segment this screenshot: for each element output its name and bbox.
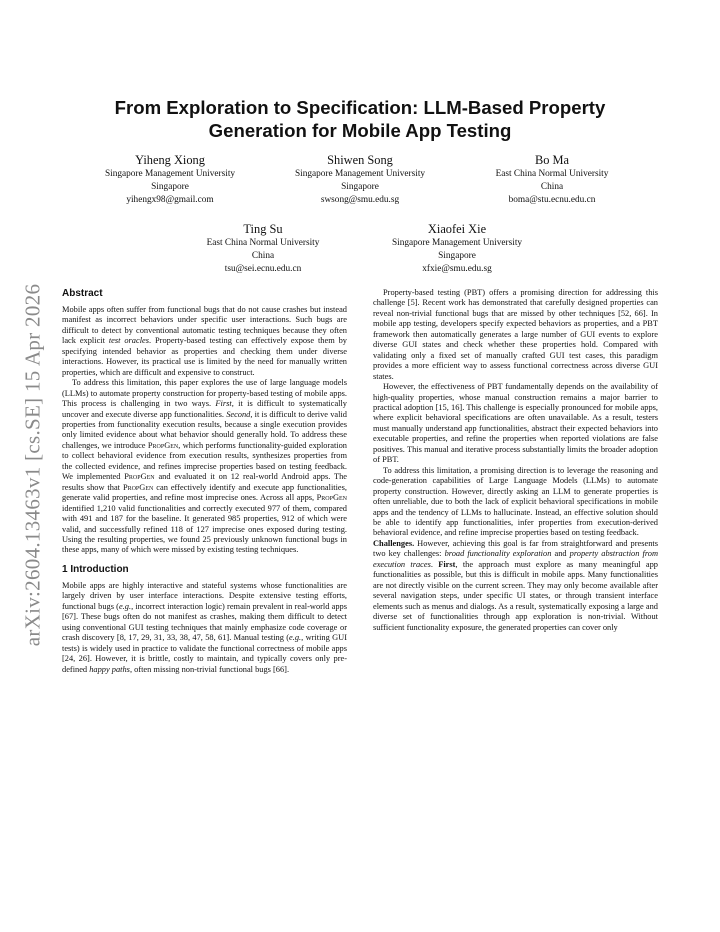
author-country: Singapore (438, 251, 476, 261)
author-email: xfxie@smu.edu.sg (422, 264, 492, 274)
author-country: Singapore (341, 182, 379, 192)
author-country: Singapore (151, 182, 189, 192)
author-country: China (251, 251, 275, 261)
abstract-heading: Abstract (62, 288, 103, 299)
author-affiliation: Singapore Management University (294, 169, 426, 179)
left-column (62, 288, 347, 675)
author-name: Bo Ma (534, 153, 570, 167)
author-name: Shiwen Song (327, 153, 393, 167)
title-line-2: Generation for Mobile App Testing (208, 120, 512, 141)
section-heading-introduction: 1 Introduction (62, 563, 129, 575)
author-block (452, 152, 652, 207)
author-name: Xiaofei Xie (427, 222, 487, 236)
author-block (70, 152, 270, 207)
author-email: swsong@smu.edu.sg (320, 195, 400, 205)
author-email: boma@stu.ecnu.edu.cn (508, 195, 596, 205)
intro-paragraph: Property-based testing (PBT) offers a promising direction for addressing this challenge [5]. Recent work has demonstrated that carefully designed properties can reveal non-trivial functional bugs that are missed by other techniques [52, 66]. In mobile app testing, developers specify expected behaviors as properties, and a PBT framework then automatically generates a large number of GUI events to explore diverse GUI states and check whether these properties hold. Compared with validating only a fixed set of manually crafted GUI test cases, this paradigm provides a more efficient way to assess functional correctness across diverse GUI states. (373, 288, 658, 381)
title-line-1: From Exploration to Specification: LLM-Based Property (114, 97, 606, 118)
author-block (163, 221, 363, 276)
author-email: tsu@sei.ecnu.edu.cn (224, 264, 302, 274)
intro-paragraph: However, the effectiveness of PBT fundamentally depends on the availability of high-quality properties, whose manual construction remains a major barrier to practical adoption [15, 16]. This challenge is especially pronounced for mobile apps, where explicit behavioral specifications are often unavailable. As a result, testers must manually understand app functionalities, abstract their expected behaviors into executable properties, and refine the properties when reported violations are false positives. This manual and iterative process substantially limits the broader adoption of PBT. (373, 382, 658, 465)
right-column (373, 288, 658, 633)
author-affiliation: East China Normal University (206, 238, 320, 248)
intro-paragraph-challenges: Challenges. However, achieving this goal is far from straightforward and presents two key challenges: broad functionality exploration and property abstraction from execution traces. First, the approach must explore as many meaningful app functionalities as possible, but this is difficult in mobile apps. Many functionalities are not directly visible on the current screen. They may only become available after several navigation steps, under specific UI states, or through transient interface elements such as menus and dialogs. As a result, systematically exposing a large and diverse set of functionalities through app exploration is non-trivial. Without sufficient functionality exposure, the generated properties can cover only (373, 538, 659, 632)
intro-paragraph: To address this limitation, a promising direction is to leverage the reasoning and code-generation capabilities of Large Language Models (LLMs) to automate property construction. However, directly asking an LLM to generate properties is often unreliable, due to both the lack of explicit behavioral specifications in mobile apps and the tendency of LLMs to hallucinate. Instead, an effective solution should be able to identify app functionalities, infer properties from execution-derived behavioral evidence, and refine imprecise properties based on testing feedback. (373, 465, 658, 538)
author-block (260, 152, 460, 207)
author-affiliation: Singapore Management University (391, 238, 523, 248)
author-block (357, 221, 557, 276)
author-name: Yiheng Xiong (135, 153, 205, 167)
abstract-paragraph: Mobile apps often suffer from functional bugs that do not cause crashes but instead manifest as incorrect behaviors under specific user interactions. Such bugs are difficult to detect by conventional automatic testing techniques because they often lack explicit test oracles. Property-based testing can effectively expose them by specifying intended behavior as properties and checking them under diverse interactions. However, its practical use is limited by the need for manually written properties, which are difficult and expensive to construct. (62, 305, 347, 377)
author-email: yihengx98@gmail.com (126, 195, 214, 205)
intro-paragraph: Mobile apps are highly interactive and stateful systems whose functionalities are largely driven by user interface interactions. Despite extensive testing efforts, functional bugs (e.g., incorrect interaction logic) remain prevalent in real-world apps [67]. These bugs often do not manifest as crashes, making them difficult to detect using conventional GUI testing techniques that mainly emphasize code coverage or crash discovery [8, 17, 29, 31, 33, 38, 47, 58, 61]. Manual testing (e.g., writing GUI tests) is widely used in practice to validate the functional correctness of mobile apps [24, 26]. However, it is brittle, costly to maintain, and typically covers only pre-defined happy paths, often missing non-trivial functional bugs [66]. (62, 580, 348, 674)
author-affiliation: East China Normal University (495, 169, 609, 179)
arxiv-identifier-stamp: arXiv:2604.13463v1 [cs.SE] 15 Apr 2026 (20, 283, 45, 647)
paper-title (80, 96, 640, 142)
author-name: Ting Su (243, 222, 283, 236)
author-affiliation: Singapore Management University (104, 169, 236, 179)
abstract-paragraph: To address this limitation, this paper explores the use of large language models (LLMs) to automate property construction for property-based testing of mobile apps. This process is challenging in two ways. First, it is difficult to systematically uncover and execute diverse app functionalities. Second, it is difficult to derive valid properties from functionality execution results, because a single execution provides only limited evidence about what behavior should generally hold. To address these challenges, we introduce PropGen, which performs functionality-guided exploration to collect behavioral evidence from execution results, synthesizes properties from the collected evidence, and refines imprecise properties based on testing feedback. We implemented PropGen and evaluated it on 12 real-world Android apps. The results show that PropGen can effectively identify and execute app functionalities, generate valid properties, and refine most imprecise ones. Across all apps, PropGen identified 1,210 valid functionalities and correctly executed 977 of them, compared with 491 and 187 for the baseline. It generated 985 properties, 912 of which were valid, and successfully refined 118 of 127 imprecise ones exposed during testing. Using the resulting properties, we found 25 previously unknown functional bugs in these apps, many of which were missed by existing testing techniques. (62, 378, 347, 555)
author-country: China (540, 182, 564, 192)
